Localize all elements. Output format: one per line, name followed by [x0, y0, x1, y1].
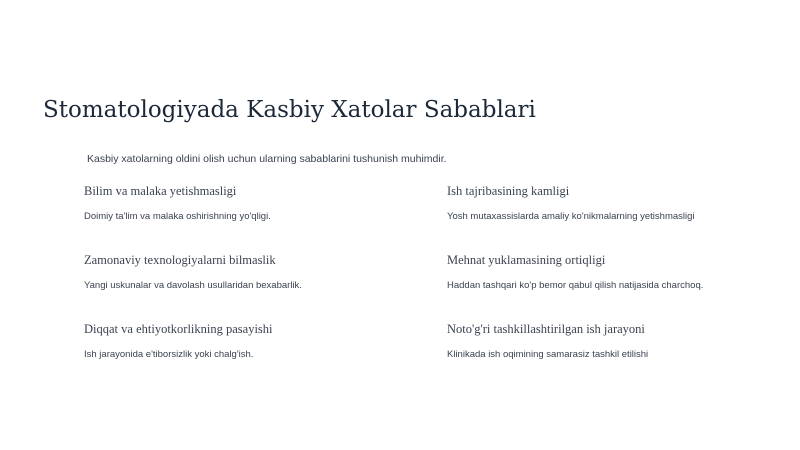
cause-heading: Ish tajribasining kamligi: [447, 184, 570, 198]
cause-description: Klinikada ish oqimining samarasiz tashkil etilishi: [447, 349, 649, 360]
slide-title: Stomatologiyada Kasbiy Xatolar Sabablari: [43, 97, 536, 123]
cause-card: [447, 320, 787, 362]
cause-description: Ish jarayonida e'tiborsizlik yoki chalg'ish.: [84, 349, 254, 360]
cause-heading: Diqqat va ehtiyotkorlikning pasayishi: [84, 322, 273, 336]
cause-description: Yosh mutaxassislarda amaliy ko'nikmalarning yetishmasligi: [447, 211, 695, 222]
cause-description: Yangi uskunalar va davolash usullaridan bexabarlik.: [84, 280, 302, 291]
cause-card: [84, 251, 424, 293]
cause-heading: Zamonaviy texnologiyalarni bilmaslik: [84, 253, 276, 267]
cause-card: [84, 182, 424, 224]
cause-card: [84, 320, 424, 362]
cause-heading: Mehnat yuklamasining ortiqligi: [447, 253, 606, 267]
cause-heading: Noto'g'ri tashkillashtirilgan ish jarayoni: [447, 322, 645, 336]
cause-description: Doimiy ta'lim va malaka oshirishning yo'qligi.: [84, 211, 271, 222]
cause-card: [447, 182, 787, 224]
cause-card: [447, 251, 787, 293]
slide-subtitle: Kasbiy xatolarning oldini olish uchun ularning sabablarini tushunish muhimdir.: [87, 153, 447, 165]
cause-heading: Bilim va malaka yetishmasligi: [84, 184, 237, 198]
cause-description: Haddan tashqari ko'p bemor qabul qilish natijasida charchoq.: [447, 280, 704, 291]
